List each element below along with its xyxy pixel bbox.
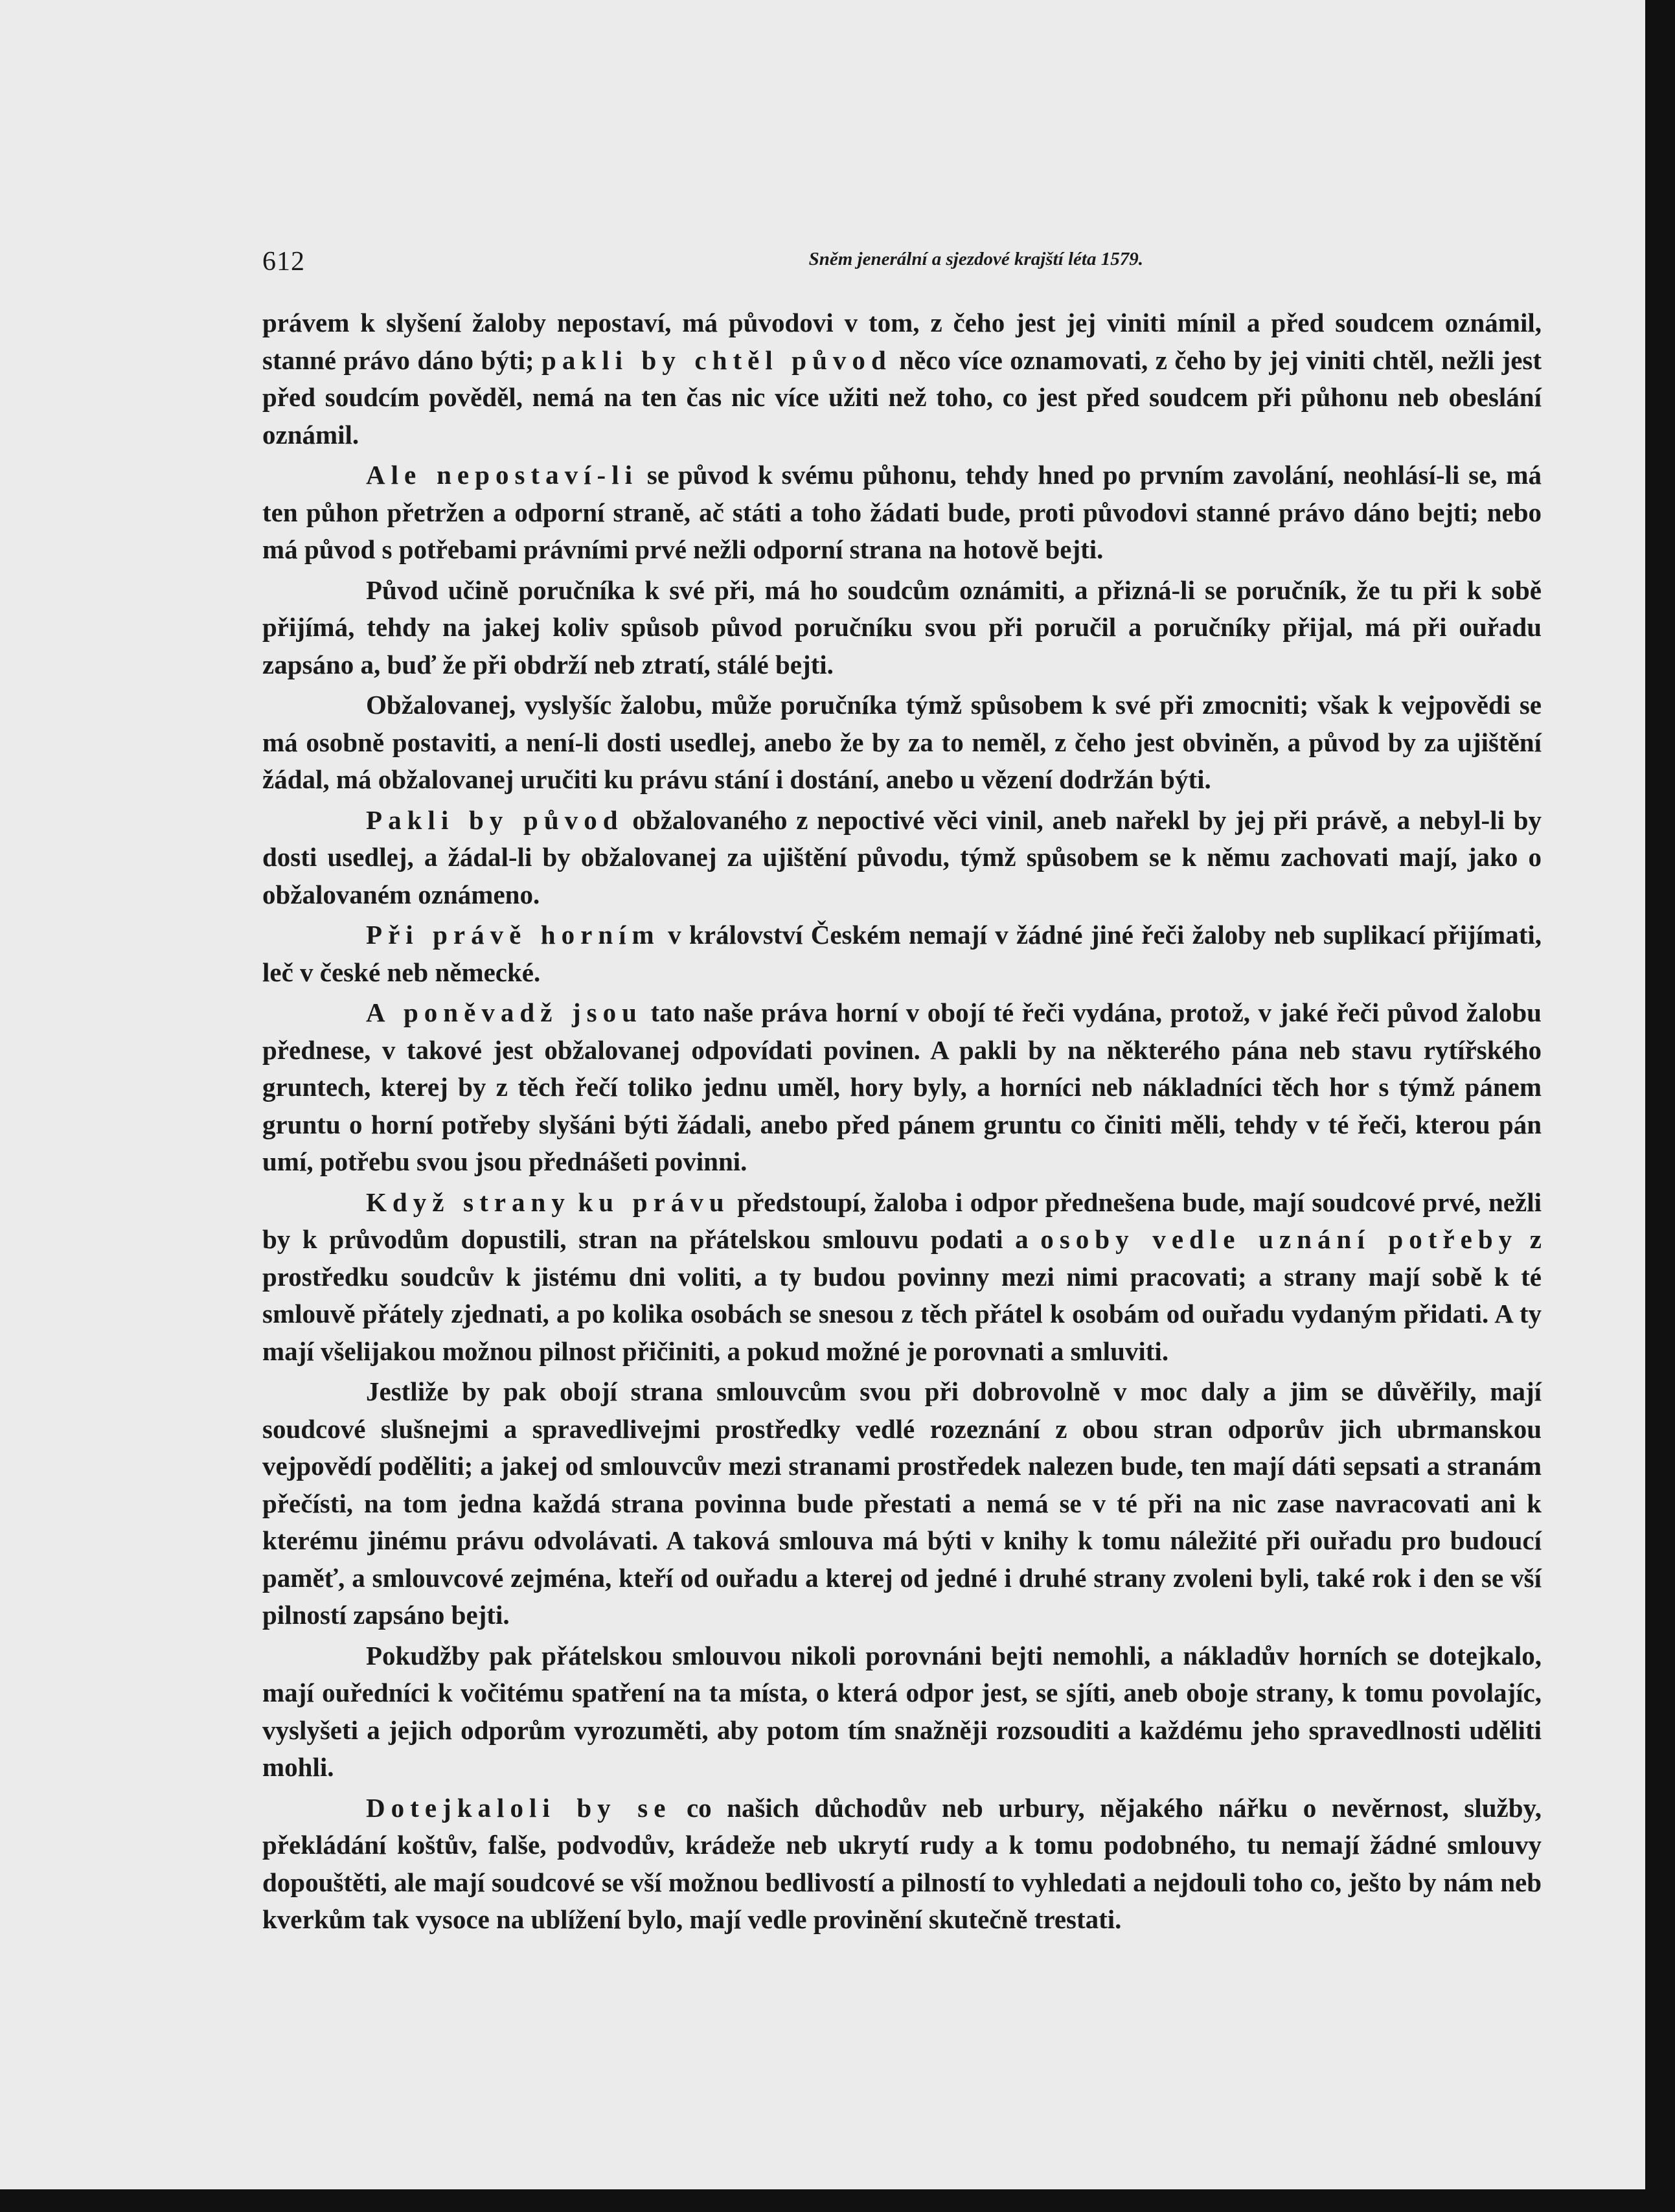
paragraph: [262, 457, 1542, 569]
paragraph: [262, 917, 1542, 991]
paragraph: [262, 304, 1542, 453]
text-run: [571, 1187, 578, 1217]
spaced-emphasis: ku právu: [578, 1187, 730, 1217]
running-title: Sněm jenerální a sjezdové krajští léta 1579.: [808, 249, 1143, 269]
paragraph: [262, 994, 1542, 1181]
paragraph: [262, 1373, 1542, 1634]
body-text: [262, 304, 1542, 1942]
paragraph: [262, 687, 1542, 799]
spaced-emphasis: osoby vedle uznání potřeby: [1040, 1224, 1518, 1254]
spaced-emphasis: Dotejkaloli by se: [366, 1792, 672, 1823]
text-run: v království Českém nemají v žádné jiné řeči žaloby neb suplikací přijímati, leč v české neb německé.: [262, 920, 1542, 987]
paragraph: [262, 1637, 1542, 1786]
spaced-emphasis: pakli by chtěl původ: [541, 345, 892, 375]
paragraph: [262, 572, 1542, 684]
text-run: co našich důchodův neb urbury, nějakého nářku o nevěrnost, služby, překládání koštův, falše, podvodův, krádeže neb ukrytí rudy a k tomu podobného, tu nemají žádné smlouvy dopouštěti, ale mají soudcové se vší možnou bedlivostí a pilností to vyhledati a nejdouli toho co, ješto by nám neb kverkům tak vysoce na ublížení bylo, mají vedle provinění skutečně trestati.: [262, 1792, 1542, 1934]
running-head: [262, 241, 1143, 280]
text-run: právem k slyšení žaloby nepostaví, má původovi v tom, z čeho jest jej viniti mínil a před soudcem oznámil, stanné právo dáno býti;: [262, 308, 1542, 375]
spaced-emphasis: A poněvadž jsou: [366, 998, 643, 1027]
spaced-emphasis: Když strany: [366, 1187, 571, 1217]
paragraph: [262, 1790, 1542, 1939]
spaced-emphasis: Při právě horním: [366, 920, 660, 950]
paragraph: [262, 1184, 1542, 1371]
text-run: Obžalovanej, vyslyšíc žalobu, může poručníka týmž spůsobem k své při zmocniti; však k vejpovědi se má osobně postaviti, a není-li dosti usedlej, anebo že by za to neměl, z čeho jest obviněn, a původ by za ujištění žádal, má obžalovanej uručiti ku právu stání i dostání, anebo u vězení dodržán býti.: [262, 690, 1542, 794]
text-run: obžalovaného z nepoctivé věci vinil, aneb nařekl by jej při právě, a nebyl-li by dosti usedlej, a žádal-li by obžalovanej za ujištění původu, týmž spůsobem se k němu zachovati mají, jako o obžalovaném oznámeno.: [262, 804, 1542, 909]
text-run: z prostředku soudcův k jistému dni voliti, a ty budou povinny mezi nimi pracovati; a strany mají sobě k té smlouvě přátely zjednati, a po kolika osobách se snesou z těch přátel k osobám od ouřadu vydaným přidati. A ty mají všelijakou možnou pilnost přičiniti, a pokud možné je porovnati a smluviti.: [262, 1224, 1542, 1366]
text-run: Původ učině poručníka k své při, má ho soudcům oznámiti, a přizná-li se poručník, že tu při k sobě přijímá, tehdy na jakej koliv spůsob původ poručníku svou při poručil a poručníky přijal, má při ouřadu zapsáno a, buď že při obdrží neb ztratí, stálé bejti.: [262, 575, 1542, 679]
text-run: se původ k svému půhonu, tehdy hned po prvním zavolání, neohlásí-li se, má ten půhon přetržen a odporní straně, ač státi a toho žádati bude, proti původovi stanné právo dáno bejti; nebo má původ s potřebami právními prvé nežli odporní strana na hotově bejti.: [262, 460, 1542, 564]
page-number: 612: [262, 247, 305, 277]
text-run: něco více oznamovati, z čeho by jej viniti chtěl, nežli jest před soudcím pověděl, nemá na ten čas nic více užiti než toho, co jest před soudcem při půhonu neb obeslání oznámil.: [262, 345, 1542, 450]
spaced-emphasis: Ale nepostaví-li: [366, 460, 639, 490]
text-run: Pokudžby pak přátelskou smlouvou nikoli porovnáni bejti nemohli, a nákladův horních se dotejkalo, mají ouředníci k vočitému spatření na ta místa, o která odpor jest, se sjíti, aneb oboje strany, k tomu povolajíc, vyslyšeti a jejich odporům vyrozuměti, aby potom tím snažněji rozsouditi a každému jeho spravedlnosti uděliti mohli.: [262, 1640, 1542, 1782]
paragraph: [262, 802, 1542, 914]
text-run: Jestliže by pak obojí strana smlouvcům svou při dobrovolně v moc daly a jim se důvěřily, mají soudcové slušnejmi a spravedlivejmi prostředky vedlé rozeznání z obou stran odporův jich ubrmanskou vejpovědí poděliti; a jakej od smlouvcův mezi stranami prostředek nalezen bude, ten mají dáti sepsati a stranám přečísti, na tom jedna každá strana povinna bude přestati a nemá se v té při na nic zase navracovati ani k kterému jinému právu odvolávati. A taková smlouva má býti v knihy k tomu náležité při ouřadu pro budoucí paměť, a smlouvcové zejména, kteří od ouřadu a kterej od jedné i druhé strany zvoleni byli, také rok i den se vší pilností zapsáno bejti.: [262, 1376, 1542, 1630]
text-run: tato naše práva horní v obojí té řeči vydána, protož, v jaké řeči původ žalobu přednese, v takové jest obžalovanej odpovídati povinen. A pakli by na některého pána neb stavu rytířského gruntech, kterej by z těch řečí toliko jednu uměl, hory byly, a horníci neb nákladníci těch hor s týmž pánem gruntu o horní potřeby slyšáni býti žádali, anebo před pánem gruntu co činiti měli, tehdy v té řeči, kterou pán umí, potřebu svou jsou přednášeti povinni.: [262, 998, 1542, 1176]
spaced-emphasis: Pakli by původ: [366, 804, 624, 835]
text-run: předstoupí, žaloba i odpor přednešena bude, mají soudcové prvé, nežli by k průvodům dopustili, stran na přátelskou smlouvu podati a: [262, 1187, 1542, 1254]
